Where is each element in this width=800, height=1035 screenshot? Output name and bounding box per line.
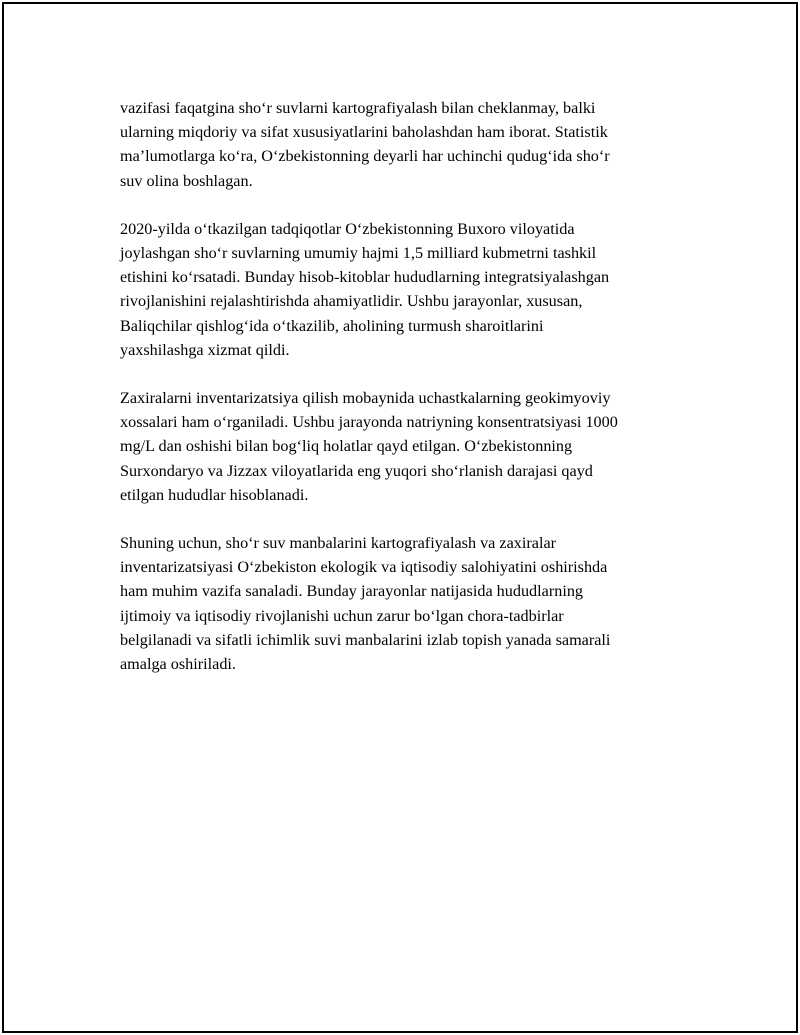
text-line: suv olina boshlagan. [120,171,253,190]
text-line: belgilanadi va sifatli ichimlik suvi manbalarini izlab topish yanada samarali [120,630,611,649]
text-line: ma’lumotlarga ko‘ra, O‘zbekistonning deyarli har uchinchi qudug‘ida sho‘r [120,147,610,166]
paragraph-4 [120,531,700,676]
text-line: etilgan hududlar hisoblanadi. [120,485,309,504]
paragraph-3 [120,386,700,507]
text-line: etishini ko‘rsatadi. Bunday hisob-kitoblar hududlarning integratsiyalashgan [120,268,610,287]
paragraph-1 [120,96,700,193]
text-line: amalga oshiriladi. [120,655,236,674]
text-line: mg/L dan oshishi bilan bog‘liq holatlar qayd etilgan. O‘zbekistonning [120,437,573,456]
text-line: Baliqchilar qishlog‘ida o‘tkazilib, aholining turmush sharoitlarini [120,316,544,335]
text-line: xossalari ham o‘rganiladi. Ushbu jarayonda natriyning konsentratsiyasi 1000 [120,413,618,432]
text-line: joylashgan sho‘r suvlarning umumiy hajmi 1,5 milliard kubmetrni tashkil [120,244,597,263]
text-line: yaxshilashga xizmat qildi. [120,340,290,359]
document-body [120,96,700,700]
document-page [2,2,798,1033]
text-line: ularning miqdoriy va sifat xususiyatlarini baholashdan ham iborat. Statistik [120,123,608,142]
paragraph-2 [120,217,700,362]
text-line: vazifasi faqatgina sho‘r suvlarni kartografiyalash bilan cheklanmay, balki [120,99,596,117]
text-line: Shuning uchun, sho‘r suv manbalarini kartografiyalash va zaxiralar [120,534,557,553]
text-line: Zaxiralarni inventarizatsiya qilish mobaynida uchastkalarning geokimyoviy [120,389,611,408]
text-line: ham muhim vazifa sanaladi. Bunday jarayonlar natijasida hududlarning [120,582,584,601]
text-line: Surxondaryo va Jizzax viloyatlarida eng yuqori sho‘rlanish darajasi qayd [120,461,593,480]
text-line: rivojlanishini rejalashtirishda ahamiyatlidir. Ushbu jarayonlar, xususan, [120,292,583,311]
text-line: inventarizatsiyasi O‘zbekiston ekologik va iqtisodiy salohiyatini oshirishda [120,558,608,577]
text-line: 2020-yilda o‘tkazilgan tadqiqotlar O‘zbekistonning Buxoro viloyatida [120,219,575,238]
text-line: ijtimoiy va iqtisodiy rivojlanishi uchun zarur bo‘lgan chora-tadbirlar [120,606,564,625]
